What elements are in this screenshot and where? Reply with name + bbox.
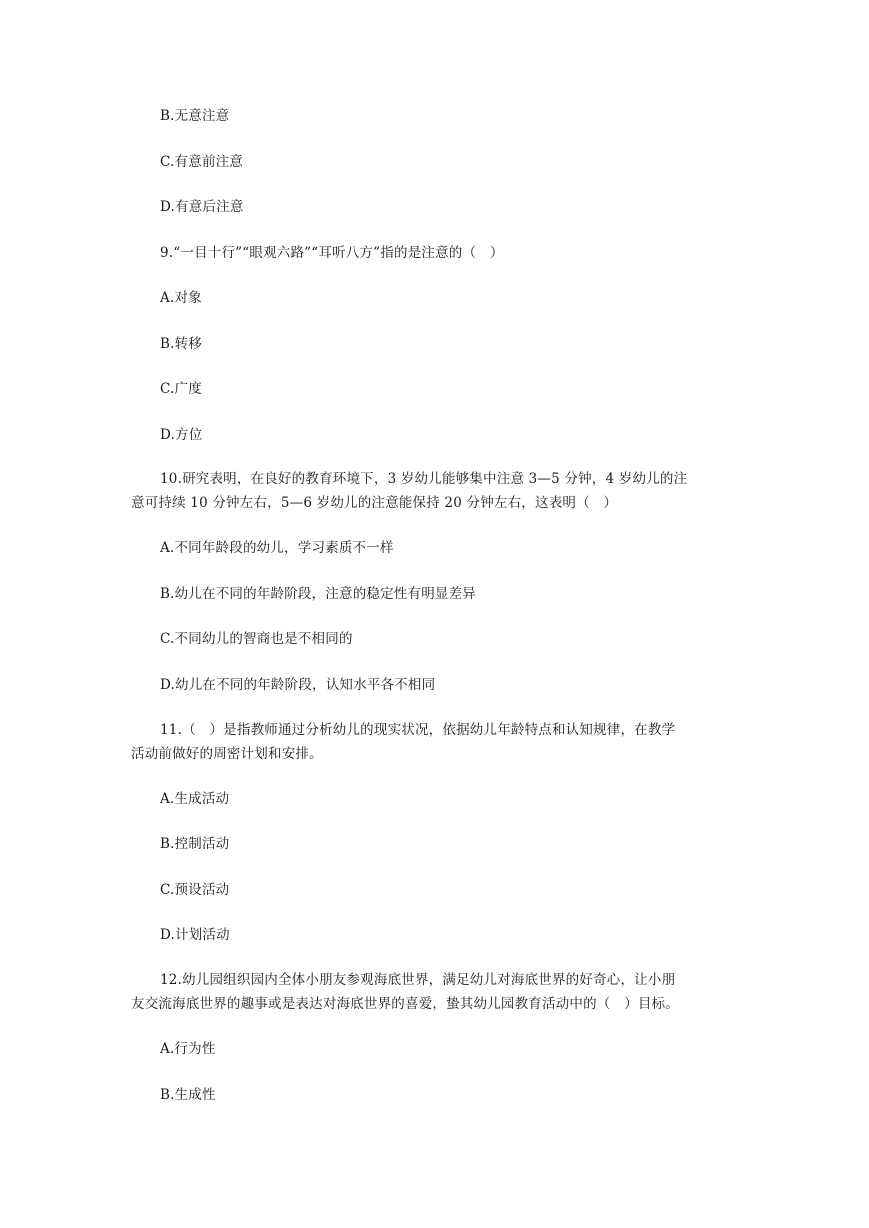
- q10-option-c: C.不同幼儿的智商也是不相同的: [160, 631, 353, 647]
- q10-option-a: A.不同年龄段的幼儿，学习素质不一样: [160, 540, 394, 556]
- q8-option-c: C.有意前注意: [160, 154, 244, 170]
- q10-option-d: D.幼儿在不同的年龄阶段，认知水平各不相同: [160, 677, 436, 693]
- q9-option-d: D.方位: [160, 427, 203, 443]
- q11-option-d: D.计划活动: [160, 927, 230, 943]
- q12-option-b: B.生成性: [160, 1087, 216, 1103]
- q8-option-b: B.无意注意: [160, 108, 230, 124]
- q11-question-line2: 活动前做好的周密计划和安排。: [131, 746, 323, 762]
- q11-question-line1: 11.（ ）是指教师通过分析幼儿的现实状况，依据幼儿年龄特点和认知规律，在教学: [160, 722, 676, 738]
- q9-option-c: C.广度: [160, 381, 202, 397]
- q10-question-line2: 意可持续 10 分钟左右，5—6 岁幼儿的注意能保持 20 分钟左右，这表明（ ）: [131, 495, 618, 511]
- q9-question: 9.“一目十行”“眼观六路”“耳听八方”指的是注意的（ ）: [160, 245, 504, 261]
- q12-question-line1: 12.幼儿园组织园内全体小朋友参观海底世界，满足幼儿对海底世界的好奇心，让小朋: [160, 972, 676, 988]
- q9-option-a: A.对象: [160, 290, 202, 306]
- q8-option-d: D.有意后注意: [160, 199, 244, 215]
- q12-question-line2: 友交流海底世界的趣事或是表达对海底世界的喜爱，蛰其幼儿园教育活动中的（ ）目标。: [131, 996, 679, 1012]
- q9-option-b: B.转移: [160, 336, 203, 352]
- q10-option-b: B.幼儿在不同的年龄阶段，注意的稳定性有明显差异: [160, 586, 477, 602]
- q10-question-line1: 10.研究表明，在良好的教育环境下，3 岁幼儿能够集中注意 3—5 分钟，4 岁幼儿的注: [160, 471, 688, 487]
- q11-option-a: A.生成活动: [160, 791, 230, 807]
- q11-option-c: C.预设活动: [160, 882, 230, 898]
- q11-option-b: B.控制活动: [160, 836, 230, 852]
- q12-option-a: A.行为性: [160, 1041, 216, 1057]
